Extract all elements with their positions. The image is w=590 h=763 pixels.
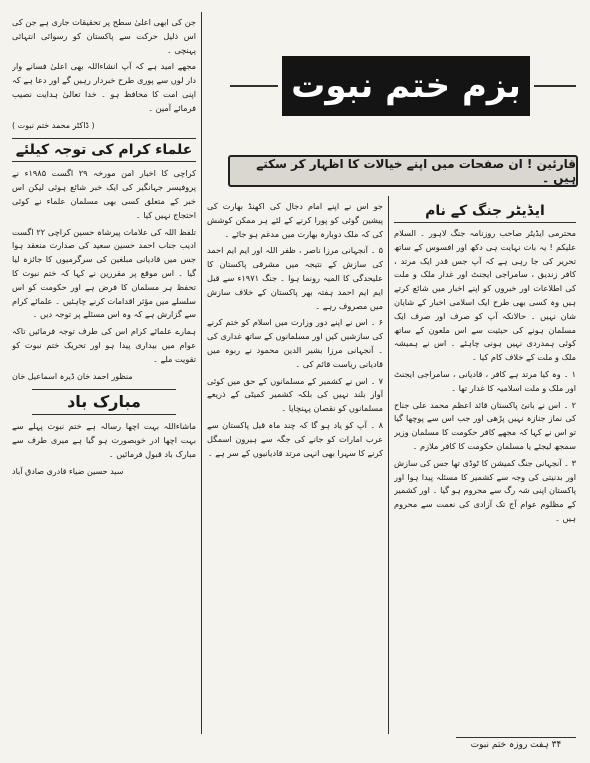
- intro-paragraph-2: مجھے امید ہے کہ آپ انشاءاللہ بھی اعلیٰ فسانے وار دار لوں سے پوری طرح خبردار رہیں گے اور دعا ہے کہ اپنی امت کا محافظ ہو ۔ خدا تعالیٰ ہدایت نصیب فرمائے آمین ۔: [12, 61, 196, 113]
- heading-mubarakbad: مبارک باد: [32, 389, 176, 415]
- left-paragraph-3: ہمارے علمائے کرام اس کی طرف توجہ فرمائیں تاکہ عوام میں بیداری پیدا ہو اور تحریک ختم نبوت کو تقویت ملے ۔: [12, 326, 196, 364]
- column-rule-right: [388, 196, 389, 734]
- page-footer: ۳۴ ہفت روزہ ختم نبوت: [456, 737, 576, 750]
- right-paragraph-2: ۱ ۔ وہ کیا مرتد ہے کافر ، قادیانی ، سامراجی ایجنٹ اور ملک و ملت اسلامیہ کا غدار تھا ۔: [394, 368, 576, 393]
- intro-paragraph-1: جن کی ابھی اعلیٰ سطح پر تحقیقات جاری ہے جن کی اس ذلیل حرکت سے پاکستان کو رسوائی انتہائی پہنچی ۔: [12, 17, 196, 55]
- left-paragraph-2: تلفظ اللہ کی علامات پیرشاہ حسین کراچی ۲۲ اگست ادیب جناب احمد حسین سعید کی صدارت منعقد ہوا جس میں قادیانی مبلغین کی سرگرمیوں کا جائزہ لیا گیا ۔ اس موقع پر مقررین نے کہا کہ ختم نبوت کا تحفظ ہر مسلمان کا فرض ہے اور حکومت کو اس سلسلے میں مؤثر اقدامات کرنے چاہئیں ۔ علمائے کرام سے گزارش ہے کہ وہ اس مسئلے پر توجہ دیں ۔: [12, 226, 196, 320]
- right-paragraph-3: ۲ ۔ اس نے بانیٔ پاکستان قائد اعظم محمد علی جناح کی نماز جنازہ نہیں پڑھی اور جب اس سے پوچھا گیا تو اس نے کہا کہ مجھے کافر حکومت کا مسلمان وزیر سمجھ لیجئے یا مسلمان حکومت کا کافر ملازم ۔: [394, 399, 576, 451]
- left-paragraph-1: کراچی کا اخبار امن مورخہ ۲۹ اگست ۱۹۸۵ء نے پروفیسر جہانگیر کی ایک خبر شائع ہوئی لیکن اس خبر کے متعلق کسی بھی مسلمان علماء نے کوئی احتجاج نہیں کیا ۔: [12, 168, 196, 220]
- left-signature-1: منظور احمد خان ڈیرہ اسماعیل خان: [12, 371, 133, 381]
- banner-rule-right: [534, 85, 576, 87]
- right-paragraph-4: ۳ ۔ آنجہانی جنگ کمیشن کا ٹوڈی تھا جس کی سازش اور بدنیتی کی وجہ سے کشمیر کا مسئلہ پیدا ہوا اور پاکستان اپنی شہ رگ سے محروم ہو گیا ۔ اور کشمیر کے مظلوم عوام آج تک آزادی کی نعمت سے محروم ہیں ۔: [394, 457, 576, 523]
- heading-editor-jang: ایڈیٹر جنگ کے نام: [394, 200, 576, 223]
- right-paragraph-1: محترمی ایڈیٹر صاحب روزنامہ جنگ لاہور ۔ السلام علیکم ! یہ بات نہایت ہی دکھ اور افسوس کے ساتھ تحریر کی جا رہی ہے کہ آپ جس قدر ایک مرتد ، کافر زندیق ، سامراجی ایجنٹ اور غدار ملک و ملت کی اطلاعات اور خبروں کو اپنے اخبار میں شائع کرتے ہیں وہ کسی بھی طرح ایک اسلامی اخبار کے شایان شان نہیں ۔ حالانکہ آپ کو صرف اور صرف ایک مسلمان ہونے کی حیثیت سے اس ملعون کے ساتھ کوئی ہمدردی نہیں ہونی چاہئے ۔ اس نے ہمیشہ ملک و ملت کے خلاف کام کیا ۔: [394, 228, 576, 363]
- middle-paragraph-2: ۵ ۔ آنجہانی مرزا ناصر ، ظفر اللہ اور ایم ایم احمد کی سازش کے نتیجہ میں مشرقی پاکستان کا علیحدگی کا المیہ رونما ہوا ۔ جنگ ۱۹۷۱ء سے قبل ایم ایم احمد ہفتہ بھر پاکستان کے خلاف سازش میں مصروف رہے ۔: [207, 245, 383, 311]
- newspaper-page: [4, 4, 582, 754]
- middle-paragraph-3: ۶ ۔ اس نے اپنے دور وزارت میں اسلام کو ختم کرنے کی سازشیں کیں اور مسلمانوں کے ساتھ غداری کی ۔ آنجہانی مرزا بشیر الدین محمود نے ربوہ میں قادیانی ریاست قائم کی ۔: [207, 317, 383, 369]
- middle-paragraph-5: ۸ ۔ آپ کو یاد ہو گا کہ چند ماہ قبل پاکستان سے عرب امارات کو جانے کی جگہ سے ہیرون اسمگل کرنے کا سہرا بھی انہی مرتد قادیانیوں کے سر ہے ۔: [207, 419, 383, 458]
- left-column: [12, 16, 196, 734]
- middle-paragraph-1: جو اس نے اپنے امام دجال کی اکھنڈ بھارت کی پیشین گوئی کو پورا کرنے کے لئے ہر ممکن کوشش کی کہ ملک دوبارہ بھارت میں مدغم ہو جائے ۔: [207, 201, 383, 239]
- section-banner: بزم ختم نبوت: [282, 56, 530, 116]
- middle-column: [207, 200, 383, 734]
- invitation-box: [228, 155, 578, 187]
- intro-signature: ( ڈاکٹر محمد ختم نبوت ): [12, 120, 95, 130]
- heading-ulama: علماء کرام کی توجہ کیلئے: [12, 138, 196, 162]
- middle-paragraph-4: ۷ ۔ اس نے کشمیر کے مسلمانوں کے حق میں کوئی آواز بلند نہیں کی بلکہ کشمیر کمیٹی کے ذریعے مسلمانوں کو نقصان پہنچایا ۔: [207, 375, 383, 414]
- right-column: [394, 200, 576, 732]
- left-signature-2: سید حسین ضیاء قادری صادق آباد: [12, 466, 124, 476]
- left-paragraph-4: ماشاءاللہ بہت اچھا رسالہ ہے ختم نبوت پہلے سے بہت اچھا ادر خوبصورت ہو گیا ہے میری طرف سے مبارک باد قبول فرمائیں ۔: [12, 421, 196, 459]
- banner-rule-left: [230, 85, 278, 87]
- invitation-text: قارئین ! ان صفحات میں اپنے خیالات کا اظہار کر سکتے ہیں ۔: [256, 157, 576, 185]
- column-rule-left: [201, 12, 202, 734]
